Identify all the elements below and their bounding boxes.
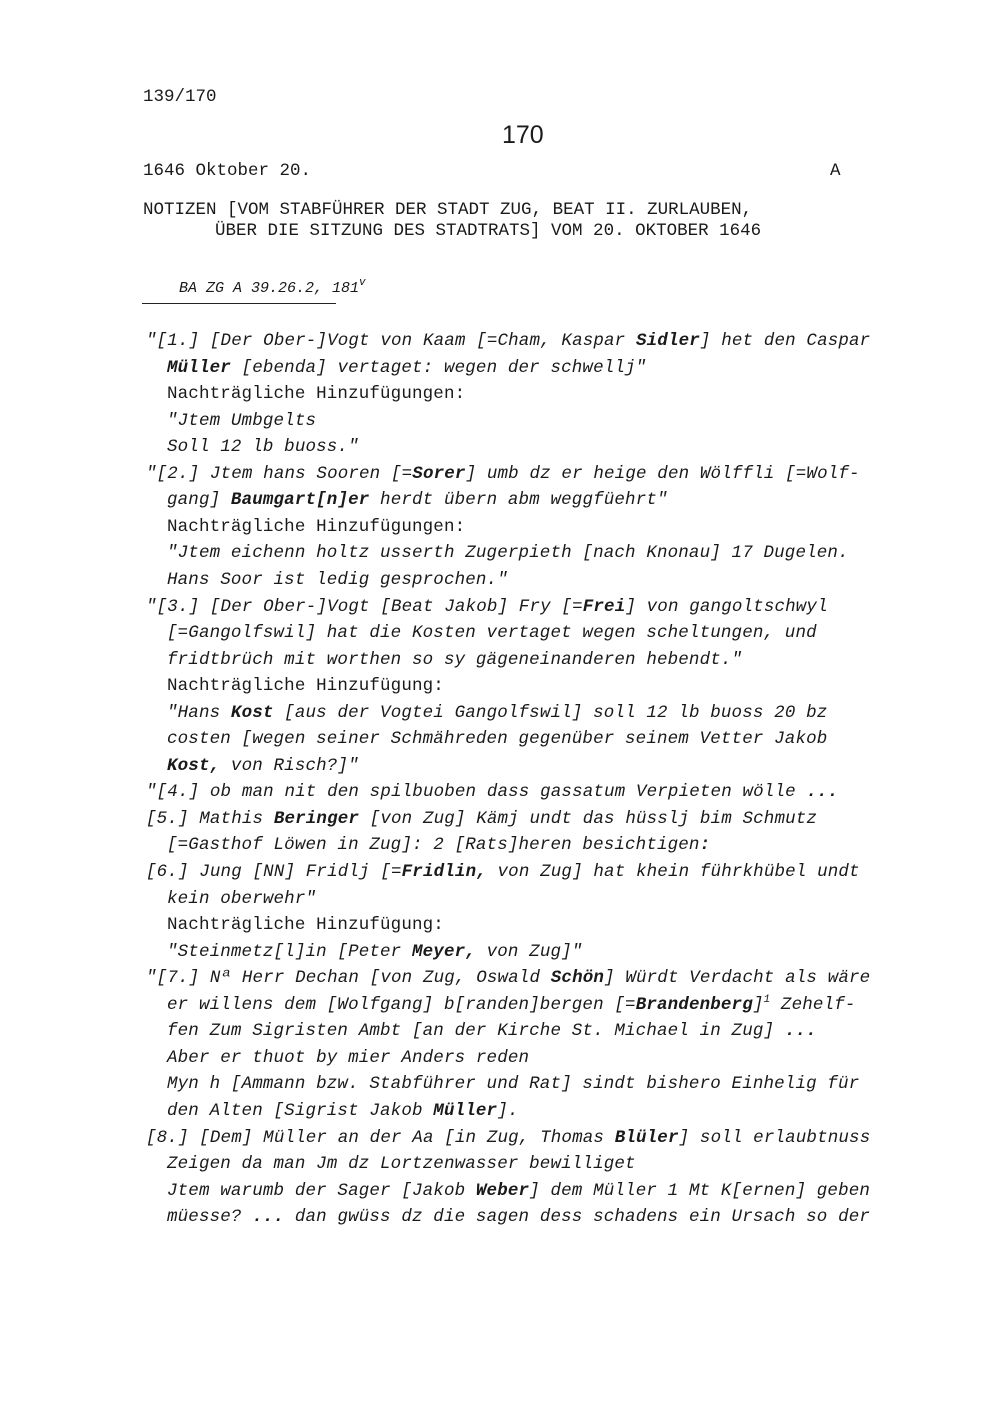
text-line [146, 1128, 870, 1148]
text-segment: ] het den Caspar [699, 331, 871, 351]
name-emphasis: Sidler [635, 331, 700, 351]
text-segment: Aber er thuot by mier Anders reden [167, 1047, 530, 1068]
name-emphasis: Sorer [412, 463, 466, 484]
text-segment: "Jtem eichenn holtz usserth Zugerpieth [nach Knonau] 17 Dugelen. [167, 543, 849, 564]
text-line [167, 1048, 529, 1068]
text-line [167, 995, 856, 1015]
text-segment: Hans Soor ist ledig gesprochen." [167, 569, 508, 590]
text-segment: Soll 12 lb buoss." [167, 437, 359, 458]
text-segment: "[7.] Nª Herr Dechan [von Zug, Oswald [146, 968, 551, 989]
text-segment: Myn h [Ammann bzw. Stabführer und Rat] sindt bishero Einhelig für [167, 1074, 860, 1095]
source-reference [143, 263, 366, 314]
text-segment: ] dem Müller 1 Mt K[ernen] geben [529, 1180, 871, 1201]
text-segment: "[1.] [Der Ober-]Vogt von Kaam [=Cham, Kaspar [146, 331, 636, 351]
text-segment: herdt übern abm weggfüehrt" [369, 490, 668, 511]
divider-rule [142, 303, 336, 304]
text-line [167, 915, 444, 935]
text-segment: ] von gangoltschwyl [625, 596, 828, 617]
text-segment: Nachträgliche Hinzufügung: [167, 915, 444, 936]
source-reference-superscript: v [359, 277, 366, 289]
text-segment: "[4.] ob man nit den spilbuoben dass gassatum Verpieten wölle [146, 782, 807, 803]
name-emphasis: Blüler [614, 1127, 679, 1148]
text-line [146, 809, 817, 829]
name-emphasis: ... [806, 782, 839, 803]
name-emphasis: Brandenberg [635, 994, 753, 1015]
text-line [167, 1101, 519, 1121]
text-segment: "[3.] [Der Ober-]Vogt [Beat Jakob] Fry [= [146, 596, 583, 617]
text-line [167, 411, 316, 431]
text-segment: Nachträgliche Hinzufügungen: [167, 516, 466, 537]
text-segment: costen [wegen seiner Schmähreden gegenüber seinem Vetter Jakob [167, 729, 828, 750]
text-line [167, 543, 849, 563]
text-segment: [6.] Jung [NN] Fridlj [= [146, 862, 402, 882]
name-emphasis: Kost [230, 702, 274, 723]
folio-number: 139/170 [143, 87, 217, 107]
text-segment: Nachträgliche Hinzufügung: [167, 676, 444, 697]
text-line [167, 384, 465, 404]
text-segment: Zeigen da man Jm dz Lortzenwasser bewilliget [167, 1154, 636, 1175]
name-emphasis: Beringer [273, 808, 360, 829]
text-segment: [8.] [Dem] Müller an der Aa [in Zug, Thomas [146, 1127, 615, 1148]
text-segment: Nachträgliche Hinzufügungen: [167, 384, 466, 405]
name-emphasis: Müller [433, 1100, 498, 1121]
text-line [167, 729, 827, 749]
text-segment: fridtbrüch mit worthen so sy gägeneinanderen hebendt." [167, 649, 743, 670]
text-line [167, 942, 582, 962]
text-segment: [=Gasthof Löwen in Zug]: 2 [Rats]heren besichtigen [167, 835, 700, 856]
document-title-line-1: NOTIZEN [VOM STABFÜHRER DER STADT ZUG, BEAT II. ZURLAUBEN, [143, 200, 753, 220]
text-segment: er willens dem [Wolfgang] b[randen]bergen [= [167, 994, 636, 1015]
text-segment: [=Gangolfswil] hat die Kosten vertaget wegen scheltungen, und [167, 623, 817, 644]
text-segment: von Zug]" [475, 941, 583, 962]
text-segment: ] [752, 994, 764, 1015]
text-line [167, 650, 742, 670]
footnote-marker: 1 [763, 993, 771, 1006]
name-emphasis: Meyer, [412, 941, 476, 962]
text-line [146, 862, 860, 882]
text-line [146, 968, 870, 988]
text-segment: [5.] Mathis [146, 808, 274, 829]
text-line [167, 490, 668, 510]
name-emphasis: Weber [475, 1180, 530, 1201]
text-line [146, 464, 860, 484]
text-line [167, 1074, 859, 1094]
text-segment: kein oberwehr" [167, 888, 317, 909]
text-line [167, 517, 465, 537]
name-emphasis: ... [252, 1207, 285, 1228]
text-segment: [von Zug] Kämj undt das hüsslj bim Schmutz [359, 808, 818, 829]
text-line [167, 889, 316, 909]
text-segment: ] soll erlaubtnuss [678, 1127, 871, 1148]
document-type-letter: A [830, 161, 841, 181]
text-segment: "Jtem Umbgelts [167, 410, 317, 431]
text-line [167, 835, 710, 855]
text-segment: Jtem warumb der Sager [Jakob [167, 1180, 476, 1201]
text-line [167, 1154, 636, 1174]
name-emphasis: Fridlin, [401, 862, 487, 882]
text-segment: den Alten [Sigrist Jakob [167, 1100, 434, 1121]
source-reference-main: BA ZG A 39.26.2, 181 [179, 280, 360, 297]
text-line [146, 597, 828, 617]
text-segment: gang] [167, 490, 231, 511]
text-line [167, 756, 359, 776]
text-line [167, 703, 827, 723]
name-emphasis: : [699, 835, 711, 856]
document-date: 1646 Oktober 20. [143, 161, 312, 181]
text-segment: von Risch?]" [220, 755, 359, 776]
text-segment: Zehelf- [770, 994, 856, 1015]
document-number: 170 [502, 121, 544, 149]
text-segment: "Hans [167, 702, 231, 723]
text-segment: von Zug] hat khein führkhübel undt [486, 862, 860, 882]
text-segment: [ebenda] vertaget: wegen der schwellj" [230, 357, 647, 378]
text-line [167, 1021, 817, 1041]
text-line [167, 1181, 870, 1201]
text-segment: müesse? [167, 1207, 253, 1228]
text-segment: [aus der Vogtei Gangolfswil] soll 12 lb buoss 20 bz [273, 702, 828, 723]
name-emphasis: Baumgart[n]er [230, 490, 370, 511]
text-line [167, 623, 817, 643]
text-line [146, 331, 870, 351]
text-line [167, 437, 359, 457]
name-emphasis: Müller [167, 357, 231, 378]
name-emphasis: Frei [582, 596, 626, 617]
name-emphasis: Kost, [167, 755, 221, 776]
name-emphasis: Schön [550, 968, 605, 989]
text-line [146, 782, 838, 802]
document-title-line-2: ÜBER DIE SITZUNG DES STADTRATS] VOM 20. OKTOBER 1646 [215, 221, 762, 241]
text-line [167, 676, 444, 696]
text-line [167, 570, 508, 590]
text-segment: dan gwüss dz die sagen dess schadens ein Ursach so der [284, 1207, 871, 1228]
text-segment: "Steinmetz[l]in [Peter [167, 941, 412, 962]
name-emphasis: ... [784, 1021, 817, 1042]
text-line [167, 358, 646, 378]
text-segment: ]. [497, 1100, 519, 1121]
text-segment: "[2.] Jtem hans Sooren [= [146, 463, 413, 484]
text-line [167, 1207, 870, 1227]
text-segment: fen Zum Sigristen Ambt [an der Kirche St. Michael in Zug] [167, 1021, 785, 1042]
text-segment: ] Würdt Verdacht als wäre [604, 968, 871, 989]
text-segment: ] umb dz er heige den Wölffli [=Wolf- [465, 463, 860, 484]
